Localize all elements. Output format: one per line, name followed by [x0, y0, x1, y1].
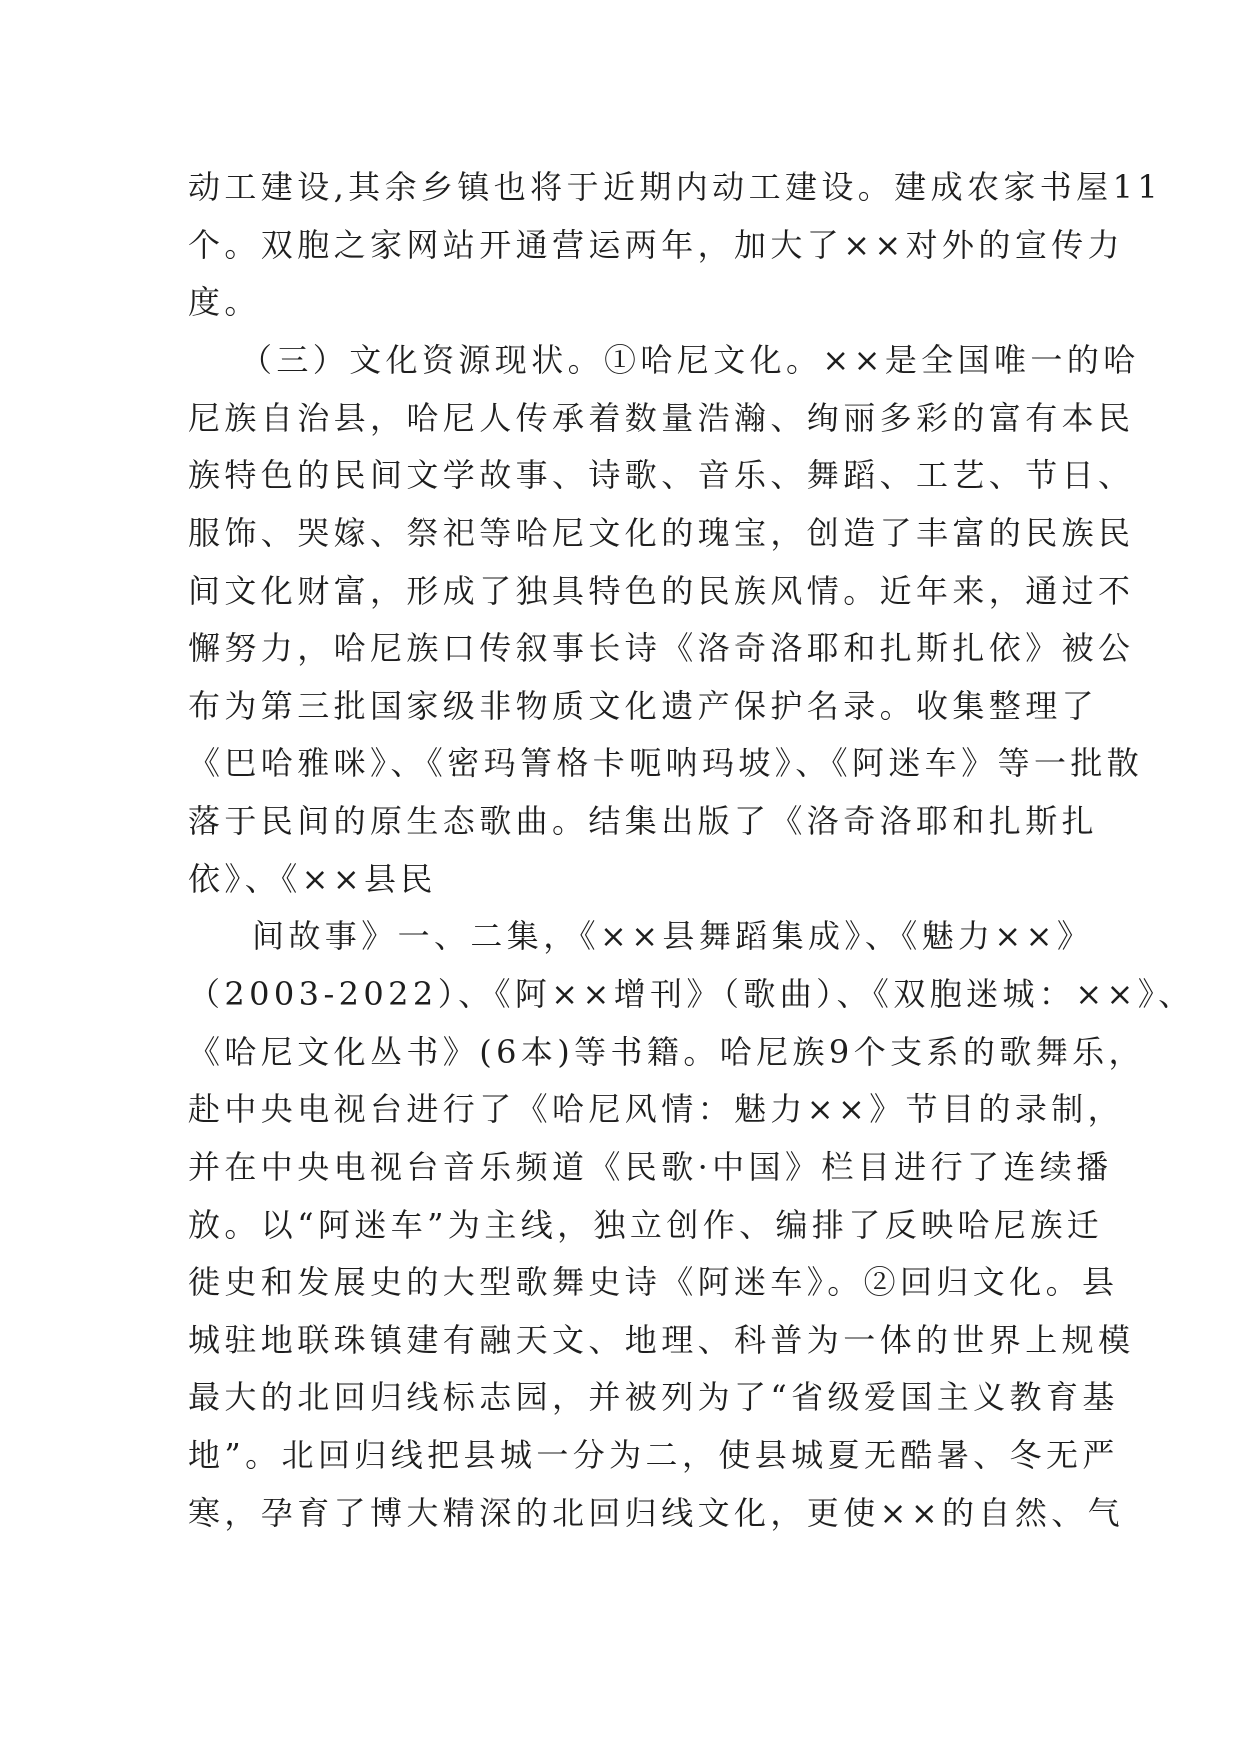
- text-line: 个。双胞之家网站开通营运两年，加大了××对外的宣传力: [188, 226, 1125, 264]
- text-line: 最大的北回归线标志园，并被列为了“省级爱国主义教育基: [188, 1378, 1119, 1416]
- text-line: 布为第三批国家级非物质文化遗产保护名录。收集整理了: [188, 687, 1099, 725]
- text-line: 尼族自治县，哈尼人传承着数量浩瀚、绚丽多彩的富有本民: [188, 399, 1135, 437]
- text-line: 寒，孕育了博大精深的北回归线文化，更使××的自然、气: [188, 1494, 1125, 1532]
- text-line: 《哈尼文化丛书》(6本)等书籍。哈尼族9个支系的歌舞乐，: [188, 1033, 1145, 1071]
- text-line: 族特色的民间文学故事、诗歌、音乐、舞蹈、工艺、节日、: [188, 456, 1135, 494]
- text-line: 间故事》一、二集，《××县舞蹈集成》、《魅力××》: [252, 917, 1094, 955]
- text-line: 赴中央电视台进行了《哈尼风情：魅力××》节目的录制，: [188, 1090, 1125, 1128]
- text-line: （三）文化资源现状。①哈尼文化。××是全国唯一的哈: [240, 341, 1140, 379]
- text-line: 动工建设,其余乡镇也将于近期内动工建设。建成农家书屋11: [188, 168, 1163, 206]
- text-line: 度。: [188, 283, 261, 321]
- text-line: 落于民间的原生态歌曲。结集出版了《洛奇洛耶和扎斯扎: [188, 802, 1099, 840]
- text-line: 地”。北回归线把县城一分为二，使县城夏无酷暑、冬无严: [188, 1436, 1119, 1474]
- text-line: 城驻地联珠镇建有融天文、地理、科普为一体的世界上规模: [188, 1321, 1135, 1359]
- text-line: 并在中央电视台音乐频道《民歌·中国》栏目进行了连续播: [188, 1148, 1113, 1186]
- text-line: （2003-2022）、《阿××增刊》（歌曲）、《双胞迷城：××》、: [188, 975, 1195, 1013]
- text-line: 依》、《××县民: [188, 860, 437, 898]
- text-line: 间文化财富，形成了独具特色的民族风情。近年来，通过不: [188, 572, 1135, 610]
- text-line: 徙史和发展史的大型歌舞史诗《阿迷车》。②回归文化。县: [188, 1263, 1119, 1301]
- text-line: 懈努力，哈尼族口传叙事长诗《洛奇洛耶和扎斯扎依》被公: [188, 629, 1135, 667]
- text-line: 服饰、哭嫁、祭祀等哈尼文化的瑰宝，创造了丰富的民族民: [188, 514, 1135, 552]
- text-line: 《巴哈雅咪》、《密玛箐格卡呃呐玛坡》、《阿迷车》等一批散: [188, 744, 1144, 782]
- text-line: 放。以“阿迷车”为主线，独立创作、编排了反映哈尼族迁: [188, 1206, 1104, 1244]
